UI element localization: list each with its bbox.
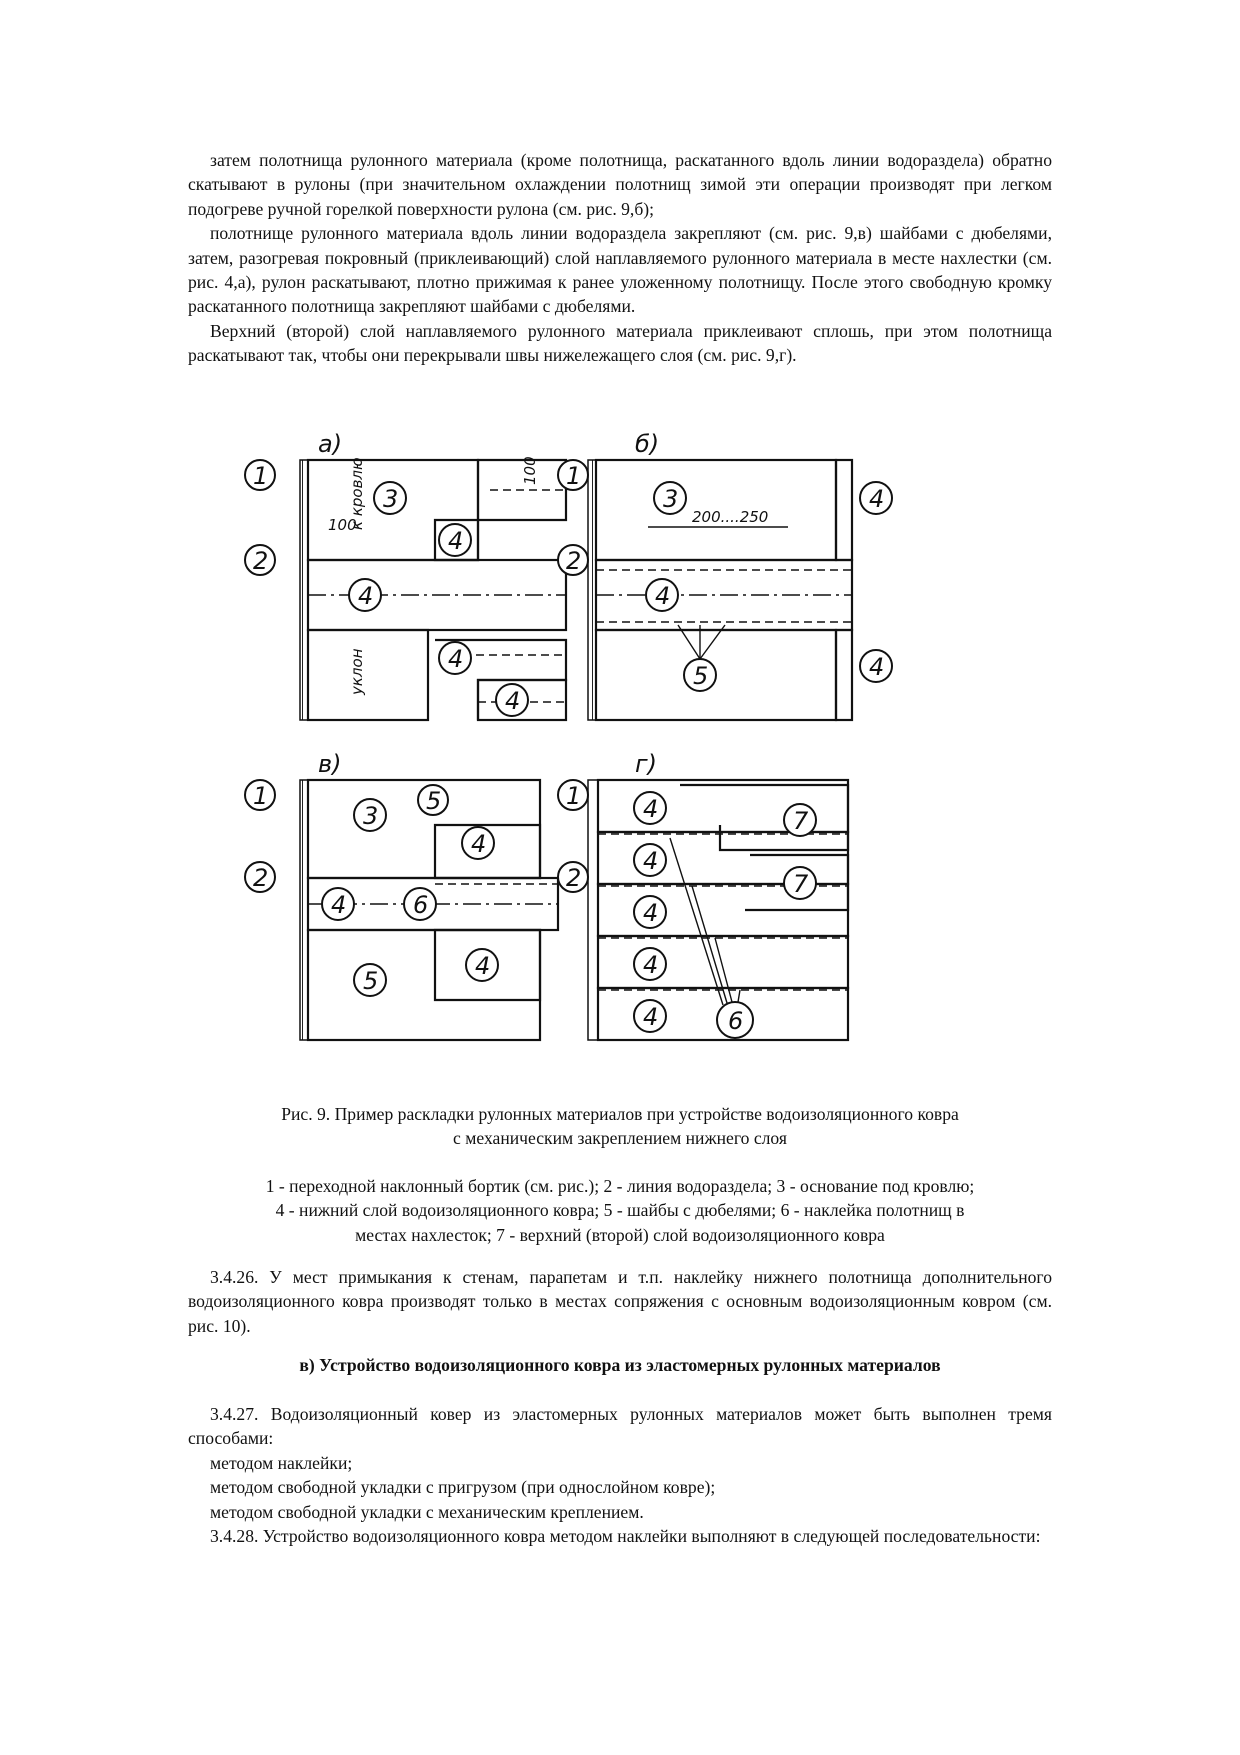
caption-line: с механическим закреплением нижнего слоя [453,1128,787,1149]
text-block-top [188,148,1052,368]
slope-label-bottom: уклон [348,648,366,695]
callout-2-v: 2 [253,864,269,892]
list-item: методом свободной укладки с механическим креплением. [210,1501,644,1522]
callout-1-b: 1 [566,462,582,490]
callout-3-b: 3 [663,485,679,513]
callout-7-g-2: 7 [793,870,809,898]
callout-1-a: 1 [253,462,269,490]
callout-2-a: 2 [253,547,269,575]
panel-label-g: г) [635,750,657,778]
callout-4-b-top: 4 [869,485,885,513]
callout-6-v: 6 [413,891,429,919]
paragraph: полотнище рулонного материала вдоль линии водораздела закрепляют (см. рис. 9,в) шайбами с дюбелями, затем, разогревая покровный (приклеивающий) слой наплавляемого рулонного материала в месте нахлестки (см. рис. 4,а), рулон раскатывают, плотно прижимая к ранее уложенному полотнищу. После этого свободную кромку раскатанного полотнища закрепляют шайбами с дюбелями. [188,223,1052,317]
paragraph: 3.4.27. Водоизоляционный ковер из эластомерных рулонных материалов может быть выполнен тремя способами: [188,1404,1052,1449]
callout-4-g-5: 4 [643,1003,659,1031]
paragraph: затем полотнища рулонного материала (кроме полотнища, раскатанного вдоль линии водораздела) обратно скатывают в рулоны (при значительном охлаждении полотнищ зимой эти операции производят при легком подогреве ручной горелкой поверхности рулона (см. рис. 9,б); [188,150,1052,219]
list-item: методом свободной укладки с пригрузом (при однослойном ковре); [210,1477,716,1498]
callout-4-g-1: 4 [643,795,659,823]
callout-4-a-top: 4 [448,527,464,555]
callout-4-g-4: 4 [643,951,659,979]
callout-4-v-bottom: 4 [475,952,491,980]
callout-4-b-center: 4 [655,582,671,610]
legend-line: 1 - переходной наклонный бортик (см. рис.); 2 - линия водораздела; 3 - основание под кровлю; [265,1176,975,1196]
paragraph: 3.4.26. У мест примыкания к стенам, парапетам и т.п. наклейку нижнего полотнища дополнительного водоизоляционного ковра производят только в местах сопряжения с основным водоизоляционным ковром (см. рис. 10). [188,1267,1052,1336]
figure-legend [188,1174,1052,1247]
panel-g [558,750,848,1040]
callout-4-a-mid: 4 [448,645,464,673]
callout-2-b: 2 [566,547,582,575]
callout-4-a-bottom: 4 [505,687,521,715]
callout-4-b-bottom: 4 [869,653,885,681]
panel-label-a: а) [318,430,343,458]
dim-100-a-vertical: 100 [521,456,539,485]
figure-9-drawing [240,430,970,1070]
callout-1-v: 1 [253,782,269,810]
section-subheading: в) Устройство водоизоляционного ковра из эластомерных рулонных материалов [299,1355,941,1375]
dim-100-a: 100 [328,516,357,534]
paragraph: Верхний (второй) слой наплавляемого рулонного материала приклеивают сплошь, при этом полотнища раскатывают так, чтобы они перекрывали швы нижележащего слоя (см. рис. 9,г). [188,320,1052,366]
callout-4-a-center: 4 [358,582,374,610]
callout-5-v-top: 5 [426,787,442,815]
callout-4-v-center: 4 [331,891,347,919]
caption-line: Рис. 9. Пример раскладки рулонных материалов при устройстве водоизоляционного ковра [281,1104,959,1124]
paragraph: 3.4.28. Устройство водоизоляционного ковра методом наклейки выполняют в следующей последовательности: [210,1526,1041,1547]
callout-1-g: 1 [566,782,582,810]
figure-9 [240,430,970,1070]
panel-a [245,430,566,720]
callout-4-g-2: 4 [643,847,659,875]
dim-200-250: 200....250 [692,508,769,526]
callout-6-g: 6 [728,1007,744,1035]
panel-v [245,750,558,1040]
callout-4-v-top: 4 [471,830,487,858]
legend-line: местах нахлесток; 7 - верхний (второй) слой водоизоляционного ковра [355,1224,885,1245]
panel-label-b: б) [635,430,660,458]
text-block-3426 [188,1265,1052,1338]
callout-3-v: 3 [363,802,379,830]
list-item: методом наклейки; [210,1452,353,1473]
callout-5-v-bottom: 5 [363,967,379,995]
text-block-bottom [188,1402,1052,1548]
slope-label-top: к кровлю [348,457,366,530]
legend-line: 4 - нижний слой водоизоляционного ковра; 5 - шайбы с дюбелями; 6 - наклейка полотнищ в [275,1200,965,1221]
figure-caption [188,1102,1052,1151]
callout-2-g: 2 [566,864,582,892]
panel-b [558,430,892,720]
callout-4-g-3: 4 [643,899,659,927]
callout-7-g-1: 7 [793,807,809,835]
callout-3-a: 3 [383,485,399,513]
panel-label-v: в) [318,750,342,778]
callout-5-b: 5 [693,662,709,690]
